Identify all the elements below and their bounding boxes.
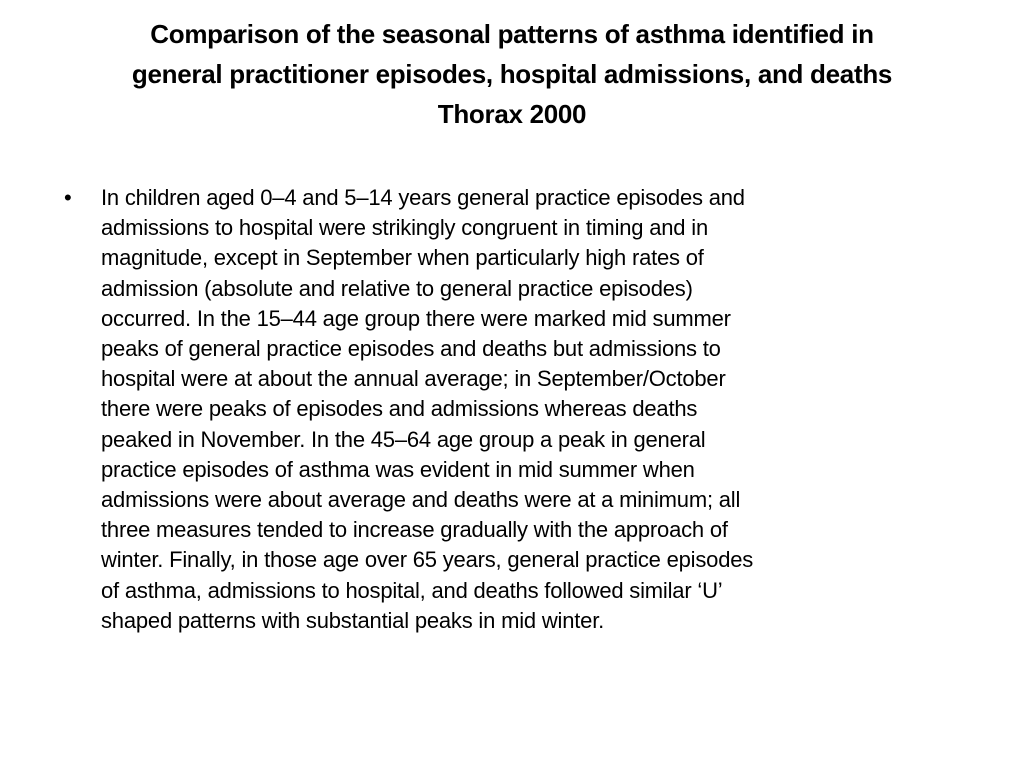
bullet-icon: •	[64, 185, 72, 210]
body-line-10: practice episodes of asthma was evident in mid summer when	[101, 456, 695, 482]
title-line-2: general practitioner episodes, hospital admissions, and deaths	[131, 59, 893, 89]
slide-body	[60, 183, 970, 636]
body-line-8: there were peaks of episodes and admissions whereas deaths	[101, 396, 698, 422]
body-line-2: admissions to hospital were strikingly congruent in timing and in	[101, 215, 708, 241]
body-line-14: of asthma, admissions to hospital, and deaths followed similar ‘U’	[101, 577, 723, 603]
title-line-3: Thorax 2000	[437, 99, 587, 129]
slide-title	[30, 14, 994, 134]
body-line-3: magnitude, except in September when particularly high rates of	[101, 245, 704, 271]
body-line-6: peaks of general practice episodes and deaths but admissions to	[101, 336, 721, 362]
body-line-1: In children aged 0–4 and 5–14 years general practice episodes and	[101, 185, 745, 210]
title-line-1: Comparison of the seasonal patterns of asthma identified in	[150, 19, 874, 49]
body-line-11: admissions were about average and deaths were at a minimum; all	[101, 487, 741, 513]
body-line-5: occurred. In the 15–44 age group there were marked mid summer	[101, 305, 731, 331]
body-line-13: winter. Finally, in those age over 65 years, general practice episodes	[101, 547, 754, 573]
body-line-15: shaped patterns with substantial peaks in mid winter.	[101, 607, 605, 633]
body-line-12: three measures tended to increase gradually with the approach of	[101, 517, 728, 543]
body-line-9: peaked in November. In the 45–64 age group a peak in general	[101, 426, 706, 452]
body-line-7: hospital were at about the annual average; in September/October	[101, 366, 726, 392]
body-line-4: admission (absolute and relative to general practice episodes)	[101, 275, 693, 301]
bullet-item	[60, 183, 970, 636]
